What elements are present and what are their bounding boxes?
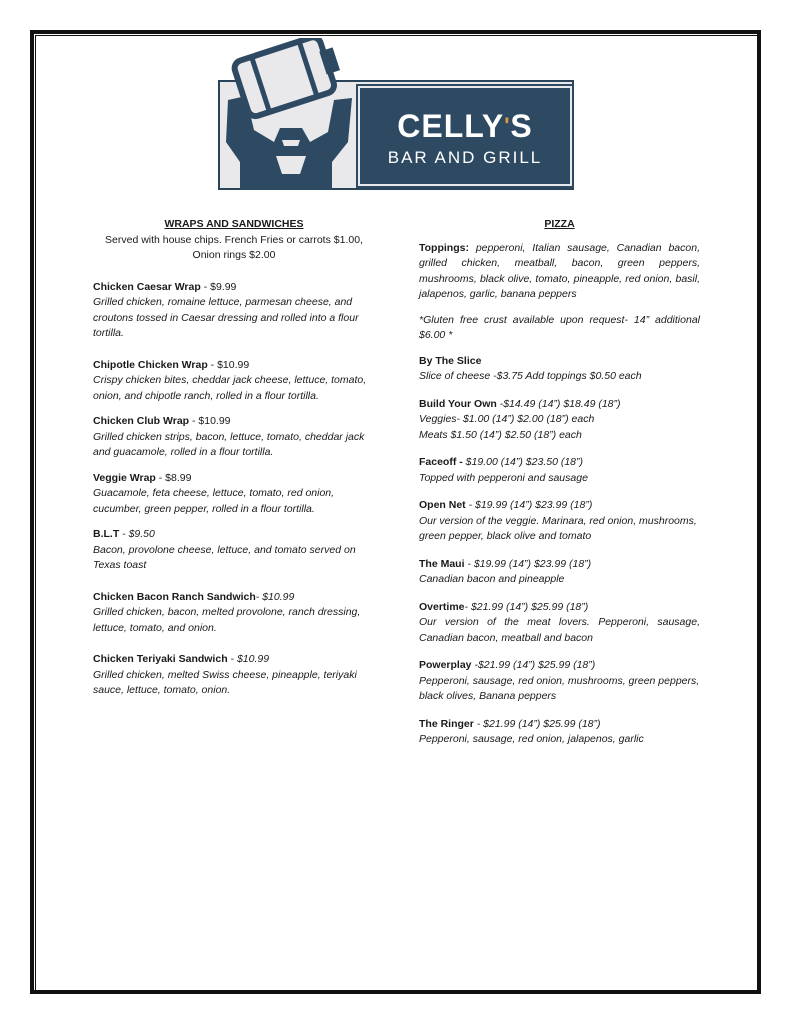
item-name: Veggie Wrap [93,471,156,484]
item-price: - $19.99 (14”) $23.99 (18”) [465,499,593,511]
menu-item [419,658,700,705]
item-description: Our version of the veggie. Marinara, red onion, mushrooms, green pepper, black olive and tomato [419,514,697,542]
toppings-label: Toppings: [419,241,469,254]
menu-item [419,455,700,486]
item-description: Pepperoni, sausage, red onion, jalapenos, garlic [419,733,644,745]
item-description: Pepperoni, sausage, red onion, mushrooms, green peppers, black olives, Banana peppers [419,674,700,702]
item-name: Chicken Caesar Wrap [93,280,201,293]
item-price: - $10.99 [227,653,270,665]
item-price: $19.00 (14”) $23.50 (18”) [462,456,584,468]
wraps-side-note: Served with house chips. French Fries or carrots $1.00, Onion rings $2.00 [105,233,363,261]
item-description: Slice of cheese -$3.75 Add toppings $0.50 each [419,370,642,382]
item-description: Canadian bacon and pineapple [419,573,565,585]
logo-wordmark [358,86,572,186]
item-name: Chicken Club Wrap [93,415,190,427]
section-title-pizza: PIZZA [544,218,575,230]
menu-item [93,471,375,518]
item-name: Build Your Own [419,397,497,410]
item-name: The Maui [419,557,465,570]
item-description: Our version of the meat lovers. Pepperoni, sausage, Canadian bacon, meatball and bacon [419,616,700,644]
item-price: - $9.99 [200,280,237,293]
logo-name: CELLY'S [397,108,533,144]
item-description: Guacamole, feta cheese, lettuce, tomato, red onion, cucumber, green pepper, rolled in a flour tortilla. [93,487,335,515]
item-name: The Ringer [419,717,474,730]
item-price: - $21.99 (14”) $25.99 (18”) [473,717,601,730]
menu-item [93,280,375,342]
item-name: Chicken Teriyaki Sandwich [93,653,228,665]
item-name: Faceoff - [419,456,463,468]
pizza-section [419,217,700,748]
item-description: Crispy chicken bites, cheddar jack cheese, lettuce, tomato, onion, and chipotle ranch, rolled in a flour tortilla. [93,374,367,402]
item-description: Topped with pepperoni and sausage [419,471,588,484]
item-price: - $9.50 [119,528,155,540]
item-price: - $8.99 [155,471,192,484]
menu-item [93,358,375,405]
item-description: Meats $1.50 (14”) $2.50 (18”) each [419,428,582,441]
item-price: - $10.99 [189,415,231,427]
item-name: Chipotle Chicken Wrap [93,358,208,371]
item-price: - $10.99 [255,590,295,603]
item-price: - $10.99 [207,358,250,371]
section-title-wraps: WRAPS AND SANDWICHES [164,218,304,230]
menu-item [419,557,700,588]
menu-item [93,652,375,699]
menu-item [419,397,700,444]
item-name: Chicken Bacon Ranch Sandwich [93,590,256,603]
item-name: B.L.T [93,528,120,540]
restaurant-logo [218,80,574,190]
item-description: Bacon, provolone cheese, lettuce, and tomato served on Texas toast [93,543,356,571]
keg-lifter-icon [220,38,362,190]
logo-subtitle: BAR AND GRILL [387,148,543,167]
item-description: Veggies- $1.00 (14”) $2.00 (18”) each [419,413,595,425]
item-description: Grilled chicken, bacon, melted provolone, ranch dressing, lettuce, tomato, and onion. [93,606,361,634]
menu-item [93,590,375,637]
item-price: - $21.99 (14”) $25.99 (18”) [464,600,589,613]
menu-item [419,498,700,545]
menu-item [419,600,700,647]
item-price: -$14.49 (14”) $18.49 (18”) [496,397,621,410]
pizza-toppings [419,241,700,303]
menu-item [93,527,375,574]
menu-item [419,717,700,748]
item-price: - $19.99 (14”) $23.99 (18”) [464,557,592,570]
wraps-section [93,217,375,699]
item-name: Overtime [419,600,465,613]
menu-item [419,354,700,385]
item-description: Grilled chicken, melted Swiss cheese, pineapple, teriyaki sauce, lettuce, tomato, onion. [93,668,357,696]
toppings-list: pepperoni, Italian sausage, Canadian bacon, grilled chicken, meatball, bacon, green peppers, mushrooms, black olive, tomato, pineapple, red onion, basil, jalapenos, garlic, banana peppers [419,241,700,300]
item-name: Open Net [419,499,466,511]
item-name: Powerplay [419,659,472,671]
menu-item [93,414,375,461]
item-description: Grilled chicken strips, bacon, lettuce, tomato, cheddar jack and guacamole, rolled in a flour tortilla. [93,430,365,458]
item-name: By The Slice [419,354,482,367]
gluten-free-note: *Gluten free crust available upon request- 14” additional $6.00 * [419,313,700,341]
item-price: -$21.99 (14”) $25.99 (18”) [471,659,596,671]
item-description: Grilled chicken, romaine lettuce, parmesan cheese, and croutons tossed in Caesar dressing and rolled into a flour tortilla. [93,296,359,339]
